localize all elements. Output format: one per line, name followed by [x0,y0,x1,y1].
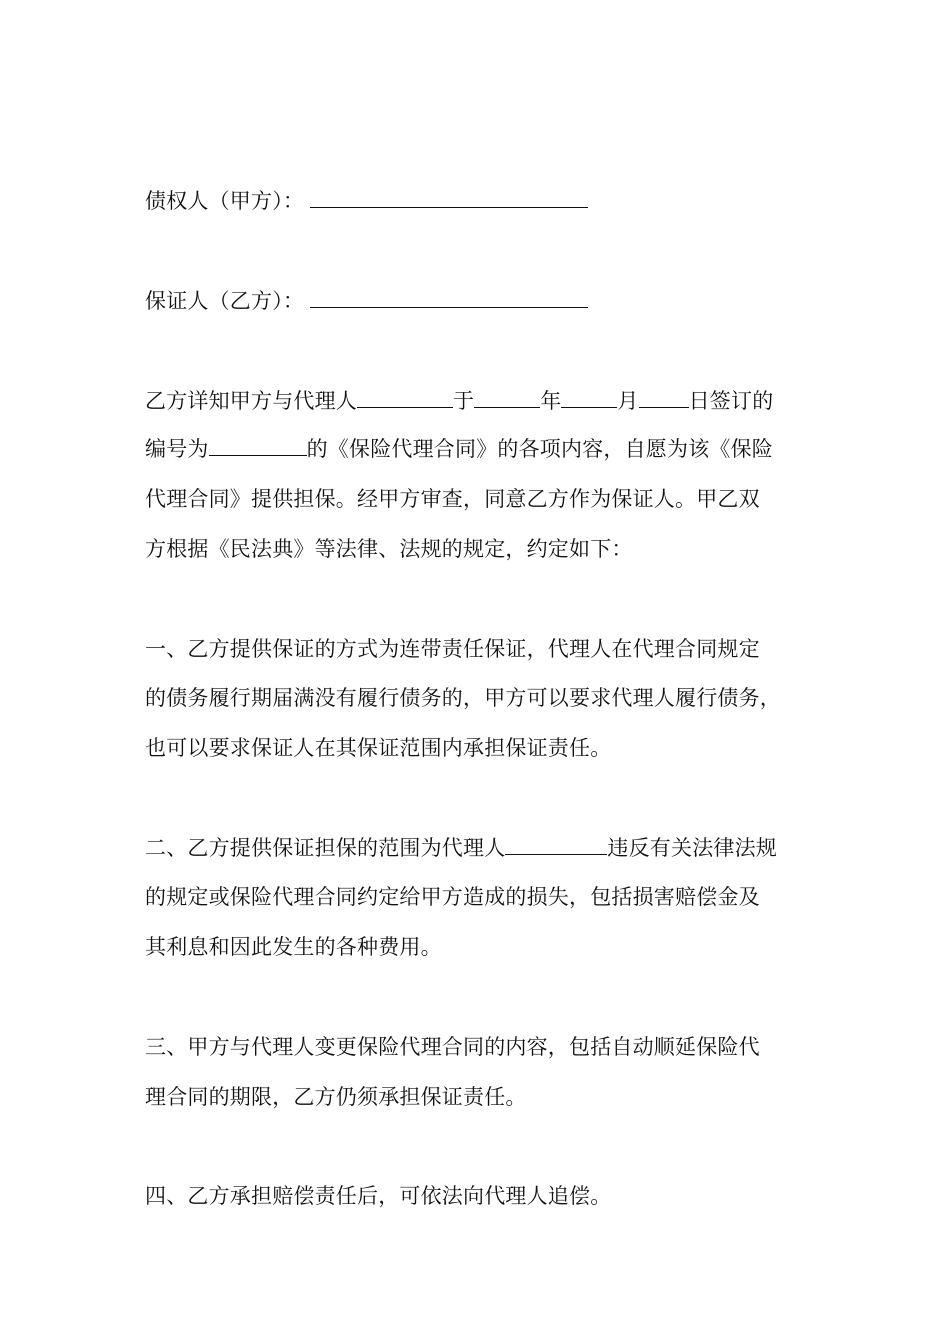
preamble-line-1 [145,389,773,413]
preamble-line-3: 代理合同》提供担保。经甲方审查，同意乙方作为保证人。甲乙双 [145,487,760,511]
clause-text: 违反有关法律法规 [607,836,778,860]
clause-2-line-1 [145,836,777,860]
preamble-text: 编号为 [145,437,209,461]
clause-2-line-2: 的规定或保险代理合同约定给甲方造成的损失，包括损害赔偿金及 [145,885,760,909]
preamble-text: 乙方详知甲方与代理人 [145,389,357,413]
year-blank [474,389,540,408]
creditor-line [145,189,588,213]
guarantor-blank [310,289,588,308]
creditor-label: 债权人（甲方）： [145,189,305,213]
agent-name-blank [357,389,453,408]
guarantor-line [145,289,588,313]
clause-3-line-2: 理合同的期限，乙方仍须承担保证责任。 [145,1085,527,1109]
preamble-text: 年 [540,389,562,413]
clause-text: 二、乙方提供保证担保的范围为代理人 [145,836,506,860]
preamble-line-4: 方根据《民法典》等法律、法规的规定，约定如下： [145,537,633,561]
clause-3-line-1: 三、甲方与代理人变更保险代理合同的内容，包括自动顺延保险代 [145,1035,760,1059]
agent-blank [505,836,607,855]
preamble-text: 于 [453,389,475,413]
contract-number-blank [209,437,307,456]
clause-4-line-1: 四、乙方承担赔偿责任后，可依法向代理人追偿。 [145,1184,612,1208]
creditor-blank [310,189,588,208]
clause-1-line-1: 一、乙方提供保证的方式为连带责任保证，代理人在代理合同规定 [145,637,760,661]
clause-1-line-2: 的债务履行期届满没有履行债务的，甲方可以要求代理人履行债务， [145,686,781,710]
day-blank [639,389,689,408]
clause-2-line-3: 其利息和因此发生的各种费用。 [145,935,442,959]
preamble-text: 月 [617,389,639,413]
preamble-text: 的《保险代理合同》的各项内容，自愿为该《保险 [306,437,774,461]
preamble-text: 日签订的 [688,389,774,413]
preamble-line-2 [145,437,773,461]
guarantor-label: 保证人（乙方）： [145,289,305,313]
month-blank [561,389,617,408]
clause-1-line-3: 也可以要求保证人在其保证范围内承担保证责任。 [145,736,612,760]
